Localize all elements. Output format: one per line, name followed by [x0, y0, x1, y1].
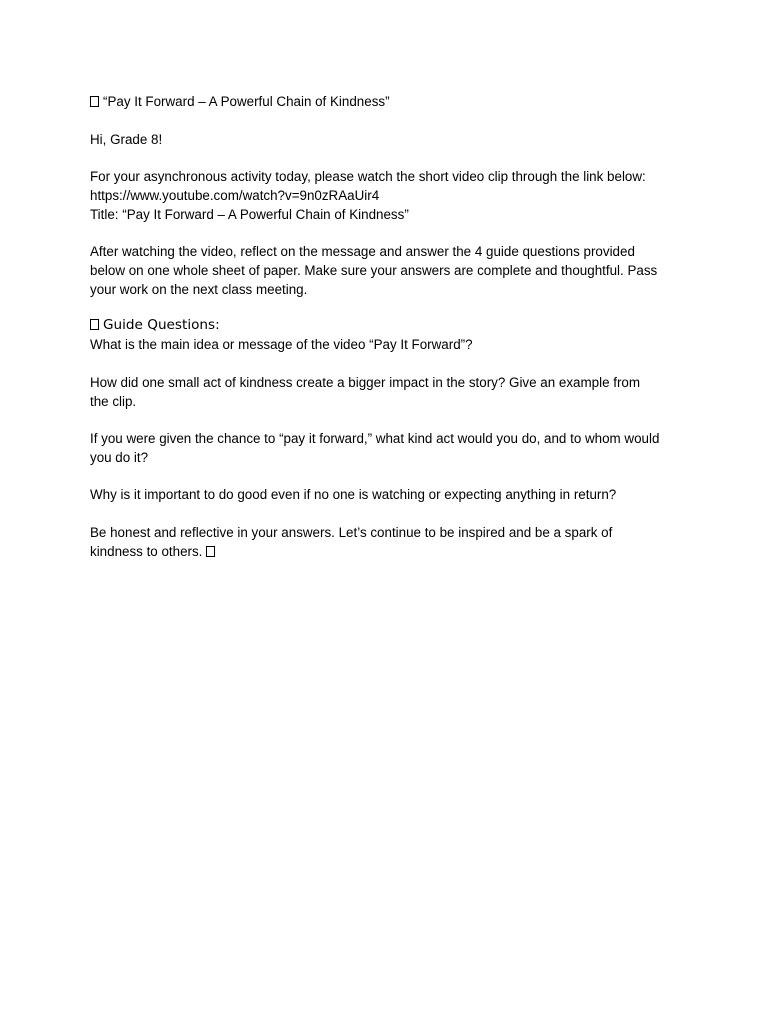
document-title: [90, 92, 690, 111]
instructions-line: After watching the video, reflect on the message and answer the 4 guide questions provided: [90, 244, 635, 259]
question-2-line: the clip.: [90, 394, 137, 409]
instructions-line: your work on the next class meeting.: [90, 282, 308, 297]
intro-line: For your asynchronous activity today, please watch the short video clip through the link below:: [90, 169, 646, 184]
video-link[interactable]: https://www.youtube.com/watch?v=9n0zRAaUir4: [90, 188, 380, 203]
missing-glyph-box-icon: [90, 96, 99, 107]
question-1: What is the main idea or message of the video “Pay It Forward”?: [90, 337, 473, 352]
question-3: [90, 429, 690, 467]
greeting: Hi, Grade 8!: [90, 132, 163, 147]
guide-questions-heading: [90, 316, 690, 335]
question-3-line: you do it?: [90, 450, 149, 465]
closing-line: Be honest and reflective in your answers. Let’s continue to be inspired and be a spark of: [90, 525, 613, 540]
closing-text: kindness to others.: [90, 544, 203, 559]
question-2-line: How did one small act of kindness create a bigger impact in the story? Give an example from: [90, 375, 641, 390]
missing-glyph-box-icon: [90, 319, 99, 330]
document-page: [90, 92, 690, 561]
closing-line-2: [90, 542, 690, 561]
instructions-paragraph: [90, 242, 690, 299]
title-text: “Pay It Forward – A Powerful Chain of Kindness”: [103, 94, 390, 109]
video-title-line: Title: “Pay It Forward – A Powerful Chain of Kindness”: [90, 207, 409, 222]
closing-paragraph: [90, 523, 690, 561]
missing-glyph-box-icon: [206, 546, 215, 557]
question-4: Why is it important to do good even if no one is watching or expecting anything in return?: [90, 487, 617, 502]
question-2: [90, 373, 690, 411]
instructions-line: below on one whole sheet of paper. Make sure your answers are complete and thoughtful. Pass: [90, 263, 658, 278]
guide-heading-text: Guide Questions:: [103, 317, 220, 333]
intro-paragraph: [90, 167, 690, 224]
question-3-line: If you were given the chance to “pay it forward,” what kind act would you do, and to whom would: [90, 431, 660, 446]
